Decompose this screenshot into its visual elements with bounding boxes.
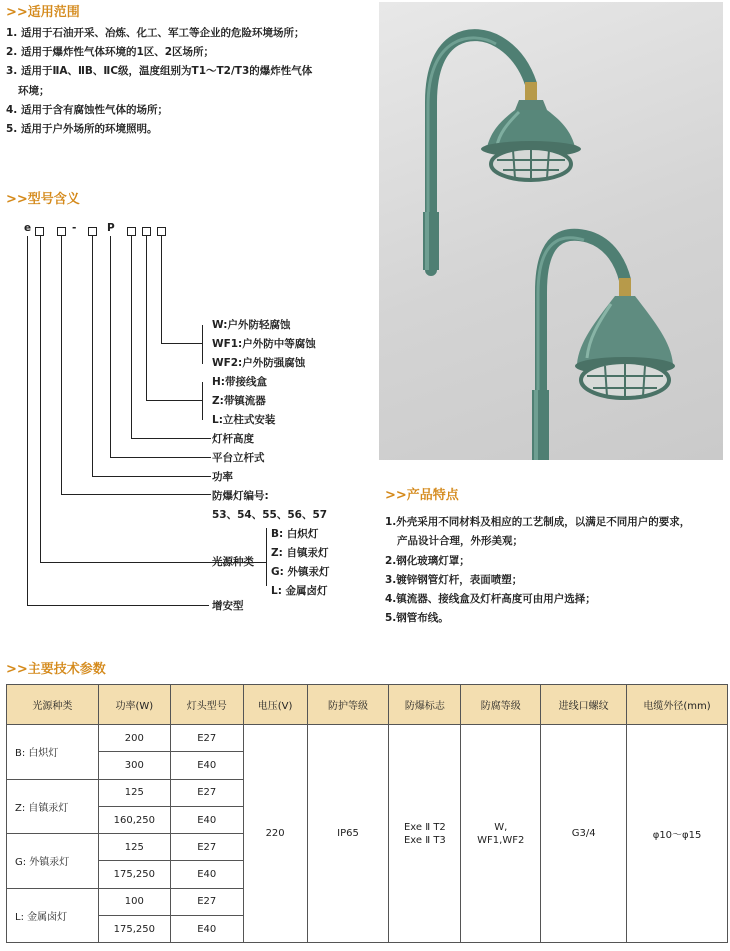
base-cell: E27	[170, 888, 243, 915]
base-cell: E27	[170, 779, 243, 806]
light-source-item: Z: 自镇汞灯	[271, 547, 329, 559]
source-cell: L: 金属卤灯	[7, 888, 99, 943]
anticorrosion-line: WF1,WF2	[477, 834, 525, 846]
table-header: 电压(V)	[243, 685, 307, 725]
table-header: 进线口螺纹	[541, 685, 627, 725]
connector-line	[266, 528, 267, 586]
label-power: 功率	[212, 471, 233, 483]
power-cell: 125	[98, 834, 170, 861]
label-pole-height: 灯杆高度	[212, 433, 254, 445]
params-table	[6, 684, 728, 943]
source-cell: B: 白炽灯	[7, 725, 99, 780]
connector-line	[110, 457, 211, 458]
code-prefix: e	[24, 222, 32, 234]
exmark-line: Exe Ⅱ T2	[403, 821, 446, 833]
code-p: P	[107, 222, 115, 234]
exmark-cell	[389, 725, 461, 943]
connector-line	[131, 236, 132, 438]
model-diagram	[0, 218, 370, 618]
cable-cell: φ10～φ15	[627, 725, 728, 943]
product-photo	[379, 2, 723, 460]
table-header: 灯头型号	[170, 685, 243, 725]
base-cell: E40	[170, 752, 243, 779]
list-item: 1. 适用于石油开采、冶炼、化工、军工等企业的危险环境场所；	[6, 27, 305, 39]
base-cell: E40	[170, 916, 243, 943]
list-item: 5.钢管布线。	[385, 612, 449, 625]
params-title: >>主要技术参数	[6, 662, 106, 677]
light-source-item: B: 白炽灯	[271, 528, 319, 540]
base-cell: E27	[170, 834, 243, 861]
label-z: Z:带镇流器	[212, 395, 266, 407]
label-platform: 平台立杆式	[212, 452, 265, 464]
code-box	[35, 227, 44, 236]
connector-line	[146, 236, 147, 400]
list-item: 4.镇流器、接线盒及灯杆高度可由用户选择；	[385, 593, 596, 606]
connector-line	[146, 400, 202, 401]
connector-line	[131, 438, 211, 439]
connector-line	[61, 236, 62, 494]
source-cell: G: 外镇汞灯	[7, 834, 99, 889]
table-row	[7, 725, 728, 752]
label-lamp-no: 防爆灯编号:	[212, 490, 269, 502]
label-increased-safety: 增安型	[212, 600, 244, 612]
connector-line	[92, 476, 211, 477]
base-cell: E27	[170, 725, 243, 752]
connector-line	[161, 343, 202, 344]
code-box	[57, 227, 66, 236]
code-box	[127, 227, 136, 236]
table-header: 防爆标志	[389, 685, 461, 725]
source-cell: Z: 自镇汞灯	[7, 779, 99, 834]
table-header: 防腐等级	[461, 685, 541, 725]
power-cell: 100	[98, 888, 170, 915]
applicable-list	[6, 24, 366, 139]
power-cell: 125	[98, 779, 170, 806]
connector-line	[27, 236, 28, 605]
connector-line	[27, 605, 209, 606]
base-cell: E40	[170, 806, 243, 833]
power-cell: 175,250	[98, 916, 170, 943]
list-item: 3. 适用于ⅡA、ⅡB、ⅡC级，温度组别为T1～T2/T3的爆炸性气体	[6, 65, 313, 78]
connector-line	[92, 236, 93, 476]
base-cell: E40	[170, 861, 243, 888]
light-source-item: G: 外镇汞灯	[271, 566, 330, 578]
code-box	[157, 227, 166, 236]
light-source-item: L: 金属卤灯	[271, 585, 328, 597]
list-item: 产品设计合理，外形美观；	[397, 535, 523, 548]
list-item: 2. 适用于爆炸性气体环境的1区、2区场所；	[6, 46, 215, 59]
table-header-row	[7, 685, 728, 725]
list-item: 2.钢化玻璃灯罩；	[385, 554, 470, 567]
label-wf1: WF1:户外防中等腐蚀	[212, 338, 316, 350]
table-header: 功率(W)	[98, 685, 170, 725]
power-cell: 160,250	[98, 806, 170, 833]
power-cell: 175,250	[98, 861, 170, 888]
table-header: 光源种类	[7, 685, 99, 725]
model-title: >>型号含义	[6, 192, 80, 207]
list-item: 环境；	[18, 84, 50, 97]
connector-line	[40, 236, 41, 562]
voltage-cell: 220	[243, 725, 307, 943]
connector-line	[202, 325, 203, 364]
anticorrosion-cell	[461, 725, 541, 943]
list-item: 4. 适用于含有腐蚀性气体的场所；	[6, 103, 168, 116]
label-h: H:带接线盒	[212, 376, 267, 388]
code-dash: -	[72, 222, 77, 234]
connector-line	[61, 494, 211, 495]
connector-line	[110, 236, 111, 457]
power-cell: 200	[98, 725, 170, 752]
protection-cell: IP65	[307, 725, 389, 943]
code-box	[88, 227, 97, 236]
label-w: W:户外防轻腐蚀	[212, 319, 291, 331]
applicable-title: >>适用范围	[6, 5, 80, 20]
features-list	[385, 513, 725, 629]
thread-cell: G3/4	[541, 725, 627, 943]
power-cell: 300	[98, 752, 170, 779]
connector-line	[202, 382, 203, 420]
list-item: 3.镀锌钢管灯杆，表面喷塑；	[385, 573, 523, 586]
table-header: 防护等级	[307, 685, 389, 725]
lamp-illustration	[379, 2, 723, 460]
label-wf2: WF2:户外防强腐蚀	[212, 357, 306, 369]
table-header: 电缆外径(mm)	[627, 685, 728, 725]
label-l: L:立柱式安装	[212, 414, 276, 426]
list-item: 5. 适用于户外场所的环境照明。	[6, 123, 158, 136]
connector-line	[161, 236, 162, 343]
anticorrosion-line: W,	[494, 821, 508, 833]
exmark-line: Exe Ⅱ T3	[403, 834, 446, 846]
label-lamp-nums: 53、54、55、56、57	[212, 509, 328, 521]
features-title: >>产品特点	[385, 488, 459, 503]
code-box	[142, 227, 151, 236]
list-item: 1.外壳采用不同材料及相应的工艺制成，以满足不同用户的要求，	[385, 516, 691, 528]
label-light-source: 光源种类	[212, 556, 254, 568]
